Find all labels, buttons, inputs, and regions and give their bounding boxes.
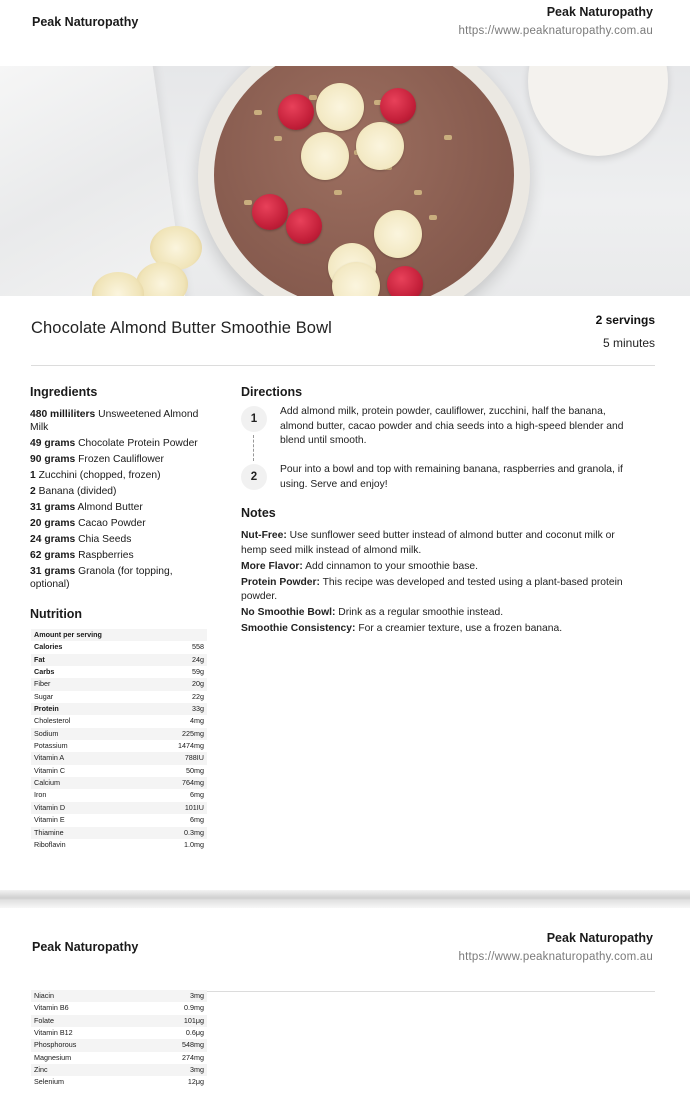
ingredient-item bbox=[30, 408, 210, 434]
nutrient-value: 24g bbox=[192, 654, 204, 664]
nutrient-value: 59g bbox=[192, 667, 204, 677]
step-text: Pour into a bowl and top with remaining banana, raspberries and granola, if using. Serve and enjoy! bbox=[280, 464, 623, 490]
site-url[interactable]: https://www.peaknaturopathy.com.au bbox=[458, 951, 653, 963]
ingredient-item bbox=[30, 485, 210, 498]
ingredient-item bbox=[30, 517, 210, 530]
note-item bbox=[241, 606, 641, 621]
nutrition-row bbox=[31, 1002, 207, 1014]
ingredient-qty: 49 grams bbox=[30, 438, 76, 449]
ingredient-qty: 31 grams bbox=[30, 566, 76, 577]
banana-slice bbox=[374, 210, 422, 258]
nutrition-row bbox=[31, 715, 207, 727]
nutrition-row bbox=[31, 814, 207, 826]
nutrient-value: 0.9mg bbox=[184, 1003, 204, 1013]
site-name: Peak Naturopathy bbox=[32, 15, 139, 29]
note-text: Add cinnamon to your smoothie base. bbox=[305, 560, 478, 572]
note-text: This recipe was developed and tested using a plant-based protein powder. bbox=[241, 576, 623, 602]
banana-slice bbox=[301, 132, 349, 180]
nutrient-value: 1.0mg bbox=[184, 839, 204, 849]
directions-heading: Directions bbox=[241, 385, 303, 399]
nutrient-value: 558 bbox=[192, 642, 204, 652]
nutrient-label: Folate bbox=[34, 1015, 54, 1025]
nutrient-label: Phosphorous bbox=[34, 1040, 77, 1050]
nutrition-row bbox=[31, 1039, 207, 1051]
nutrient-value: 3mg bbox=[190, 1065, 204, 1075]
recipe-meta bbox=[596, 313, 655, 350]
note-text: For a creamier texture, use a frozen banana. bbox=[358, 623, 563, 634]
nutrition-row bbox=[31, 1052, 207, 1064]
smoothie-bowl bbox=[198, 66, 530, 296]
step-connector bbox=[253, 435, 254, 461]
ingredient-name: Granola (for topping, optional) bbox=[30, 566, 173, 590]
nutrition-header bbox=[31, 629, 207, 641]
nutrition-row bbox=[31, 1076, 207, 1088]
nutrient-value: 6mg bbox=[190, 815, 204, 825]
ingredient-name: Cacao Powder bbox=[78, 518, 146, 529]
ingredient-name: Almond Butter bbox=[77, 502, 143, 513]
hero-image bbox=[0, 66, 690, 296]
nutrition-row bbox=[31, 1015, 207, 1027]
nutrient-value: 0.6μg bbox=[185, 1028, 204, 1038]
ingredient-name: Unsweetened Almond Milk bbox=[30, 409, 199, 433]
site-header-right bbox=[458, 931, 653, 963]
ingredient-qty: 62 grams bbox=[30, 550, 76, 561]
raspberry bbox=[278, 94, 314, 130]
directions-list bbox=[241, 405, 631, 492]
note-text: Use sunflower seed butter instead of almond butter and coconut milk or hemp seed milk instead of almond milk. bbox=[241, 530, 615, 556]
ingredient-name: Chia Seeds bbox=[78, 534, 132, 545]
amount-per-serving: Amount per serving bbox=[34, 630, 102, 639]
ingredient-name: Banana (divided) bbox=[38, 486, 117, 497]
nutrition-row bbox=[31, 678, 207, 690]
nutrient-label: Vitamin B12 bbox=[34, 1028, 73, 1038]
banana-slice bbox=[316, 83, 364, 131]
recipe-servings: 2 servings bbox=[595, 313, 655, 327]
nutrient-label: Iron bbox=[34, 790, 47, 800]
nutrient-label: Zinc bbox=[34, 1065, 48, 1075]
nutrient-value: 548mg bbox=[182, 1040, 204, 1050]
step-number: 2 bbox=[241, 464, 267, 490]
notes-list bbox=[241, 529, 641, 638]
ingredient-qty: 480 milliliters bbox=[30, 409, 96, 420]
ingredient-item bbox=[30, 469, 210, 482]
note-text: Drink as a regular smoothie instead. bbox=[338, 607, 504, 618]
nutrient-value: 12μg bbox=[187, 1077, 204, 1087]
ingredient-name: Zucchini (chopped, frozen) bbox=[38, 470, 161, 481]
nutrition-row bbox=[31, 728, 207, 740]
nutrition-row bbox=[31, 654, 207, 666]
note-label: No Smoothie Bowl: bbox=[241, 607, 336, 618]
note-label: Smoothie Consistency: bbox=[241, 623, 356, 634]
ingredient-item bbox=[30, 533, 210, 546]
nutrition-row bbox=[31, 802, 207, 814]
nutrition-heading: Nutrition bbox=[30, 607, 83, 621]
raspberry bbox=[380, 88, 416, 124]
ingredients-list bbox=[30, 408, 210, 594]
site-name-right: Peak Naturopathy bbox=[546, 5, 653, 19]
nutrient-label: Vitamin D bbox=[34, 802, 66, 812]
nutrition-row bbox=[31, 990, 207, 1002]
nutrient-label: Selenium bbox=[34, 1077, 64, 1087]
note-item bbox=[241, 560, 641, 575]
ingredient-qty: 2 bbox=[30, 486, 36, 497]
nutrient-value: 764mg bbox=[182, 778, 204, 788]
ingredient-item bbox=[30, 565, 210, 591]
ingredient-name: Frozen Cauliflower bbox=[78, 454, 164, 465]
nutrition-row bbox=[31, 1064, 207, 1076]
ingredient-qty: 90 grams bbox=[30, 454, 76, 465]
note-label: More Flavor: bbox=[241, 560, 303, 572]
recipe-title: Chocolate Almond Butter Smoothie Bowl bbox=[31, 319, 332, 337]
site-name-right: Peak Naturopathy bbox=[546, 931, 653, 945]
nutrient-label: Vitamin C bbox=[34, 765, 66, 775]
nutrient-value: 788IU bbox=[184, 753, 204, 763]
nutrient-value: 50mg bbox=[186, 765, 204, 775]
nutrient-label: Carbs bbox=[34, 667, 55, 677]
side-bowl bbox=[528, 66, 668, 156]
raspberry bbox=[286, 208, 322, 244]
nutrient-label: Sodium bbox=[34, 728, 59, 738]
nutrient-label: Vitamin E bbox=[34, 815, 65, 825]
nutrient-label: Calcium bbox=[34, 778, 60, 788]
nutrient-label: Fat bbox=[34, 654, 45, 664]
nutrition-row bbox=[31, 839, 207, 851]
direction-step bbox=[241, 405, 631, 453]
ingredient-name: Chocolate Protein Powder bbox=[78, 438, 198, 449]
nutrient-label: Magnesium bbox=[34, 1052, 72, 1062]
nutrient-label: Protein bbox=[34, 704, 59, 714]
nutrient-label: Cholesterol bbox=[34, 716, 71, 726]
raspberry bbox=[387, 266, 423, 296]
nutrition-row bbox=[31, 740, 207, 752]
nutrient-label: Vitamin B6 bbox=[34, 1003, 69, 1013]
nutrient-value: 101IU bbox=[184, 802, 204, 812]
note-label: Nut-Free: bbox=[241, 530, 287, 541]
nutrient-label: Riboflavin bbox=[34, 839, 66, 849]
ingredient-item bbox=[30, 437, 210, 450]
nutrition-row bbox=[31, 666, 207, 678]
nutrition-row bbox=[31, 789, 207, 801]
nutrient-value: 6mg bbox=[190, 790, 204, 800]
nutrition-row bbox=[31, 765, 207, 777]
nutrition-row bbox=[31, 1027, 207, 1039]
recipe-time: 5 minutes bbox=[602, 336, 655, 350]
nutrient-label: Calories bbox=[34, 642, 63, 652]
nutrient-value: 274mg bbox=[182, 1052, 204, 1062]
nutrient-value: 225mg bbox=[182, 728, 204, 738]
note-item bbox=[241, 576, 641, 605]
direction-step bbox=[241, 463, 631, 492]
nutrient-value: 20g bbox=[192, 679, 204, 689]
page-break bbox=[0, 890, 690, 908]
site-name: Peak Naturopathy bbox=[32, 940, 139, 954]
nutrition-row bbox=[31, 703, 207, 715]
nutrition-table-continued bbox=[31, 990, 207, 1089]
nutrition-table bbox=[31, 629, 207, 851]
nutrient-label: Niacin bbox=[34, 991, 54, 1000]
site-header-right bbox=[458, 5, 653, 37]
nutrient-label: Potassium bbox=[34, 741, 68, 751]
nutrient-value: 22g bbox=[192, 691, 204, 701]
banana-slice bbox=[356, 122, 404, 170]
step-number: 1 bbox=[241, 406, 267, 432]
site-url[interactable]: https://www.peaknaturopathy.com.au bbox=[458, 25, 653, 37]
nutrient-value: 33g bbox=[192, 704, 204, 714]
nutrition-row bbox=[31, 641, 207, 653]
nutrient-label: Fiber bbox=[34, 679, 51, 689]
nutrient-value: 101μg bbox=[183, 1015, 204, 1025]
nutrient-label: Sugar bbox=[34, 691, 54, 701]
note-label: Protein Powder: bbox=[241, 576, 320, 588]
nutrition-row bbox=[31, 691, 207, 703]
raspberry bbox=[252, 194, 288, 230]
note-item bbox=[241, 622, 641, 637]
ingredient-item bbox=[30, 453, 210, 466]
ingredient-qty: 20 grams bbox=[30, 518, 76, 529]
nutrient-value: 0.3mg bbox=[184, 827, 204, 837]
ingredient-qty: 31 grams bbox=[30, 502, 76, 513]
ingredient-qty: 1 bbox=[30, 470, 36, 481]
nutrient-label: Thiamine bbox=[34, 827, 64, 837]
nutrient-value: 1474mg bbox=[178, 741, 204, 751]
nutrient-value: 3mg bbox=[190, 991, 204, 1000]
ingredients-heading: Ingredients bbox=[30, 385, 98, 399]
ingredient-qty: 24 grams bbox=[30, 534, 76, 545]
smoothie bbox=[214, 66, 514, 296]
nutrition-row bbox=[31, 752, 207, 764]
ingredient-item bbox=[30, 501, 210, 514]
ingredient-item bbox=[30, 549, 210, 562]
divider bbox=[31, 365, 655, 366]
step-text: Add almond milk, protein powder, cauliflower, zucchini, half the banana, almond butter, cacao powder and chia seeds into a high-speed blender and blend until smooth. bbox=[280, 406, 624, 446]
nutrient-value: 4mg bbox=[190, 716, 204, 726]
notes-heading: Notes bbox=[241, 506, 276, 520]
note-item bbox=[241, 529, 641, 558]
nutrient-label: Vitamin A bbox=[34, 753, 65, 763]
nutrition-row bbox=[31, 827, 207, 839]
nutrition-row bbox=[31, 777, 207, 789]
ingredient-name: Raspberries bbox=[78, 550, 134, 561]
